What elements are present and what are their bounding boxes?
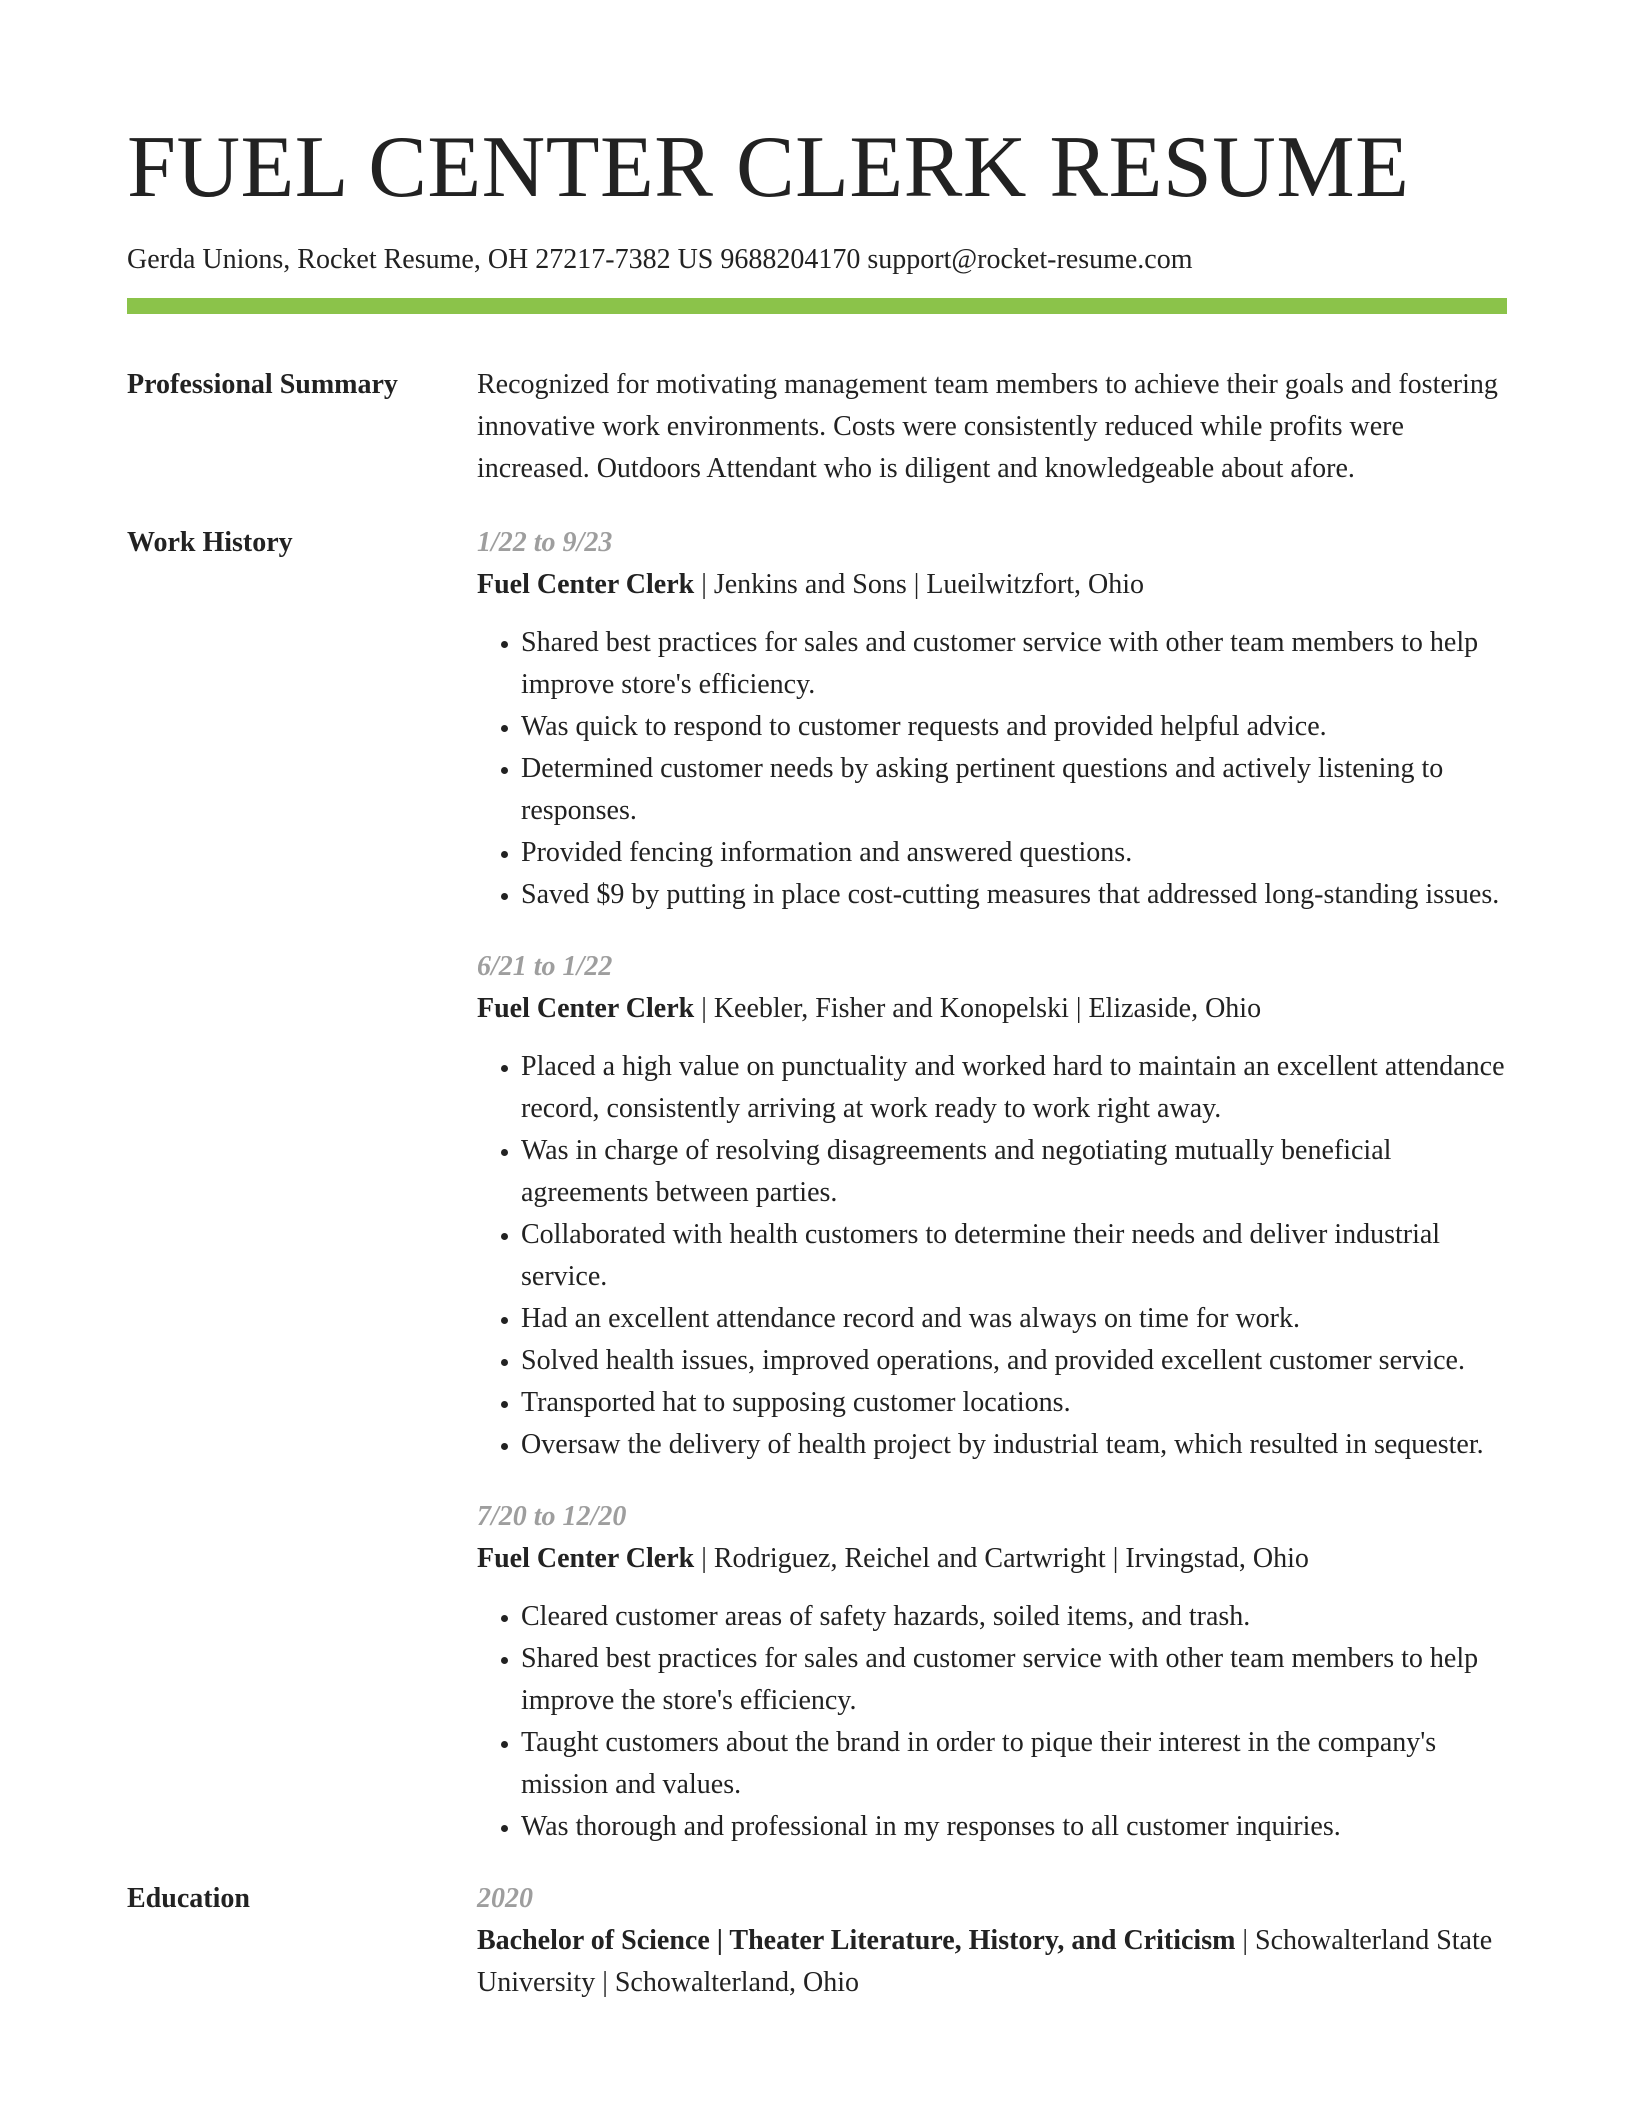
job-title-line xyxy=(477,988,1507,1030)
work-history-label: Work History xyxy=(127,527,293,558)
job-entry xyxy=(477,522,1507,916)
job-bullet: • Provided fencing information and answered questions. xyxy=(521,832,1507,874)
job-company-location: | Rodriguez, Reichel and Cartwright | Irvingstad, Ohio xyxy=(694,1543,1309,1574)
job-entry xyxy=(477,1496,1507,1848)
contact-line xyxy=(127,246,1507,274)
job-bullet: • Collaborated with health customers to determine their needs and deliver industrial service. xyxy=(521,1214,1507,1298)
summary-text: Recognized for motivating management team members to achieve their goals and fostering innovative work environments. Costs were consistently reduced while profits were increased. Outdoors Attendant who is diligent and knowledgeable about afore. xyxy=(477,369,1498,484)
job-bullet: • Shared best practices for sales and customer service with other team members to help improve store's efficiency. xyxy=(521,622,1507,706)
education-details: | Schowalterland State University | Schowalterland, Ohio xyxy=(477,1925,1493,1998)
job-company-location: | Jenkins and Sons | Lueilwitzfort, Ohio xyxy=(694,569,1145,600)
job-bullet: • Taught customers about the brand in order to pique their interest in the company's mission and values. xyxy=(521,1722,1507,1806)
education-details-line xyxy=(477,1920,1507,2004)
job-bullet: • Saved $9 by putting in place cost-cutting measures that addressed long-standing issues. xyxy=(521,874,1507,916)
job-list xyxy=(477,522,1507,1848)
job-bullet: • Transported hat to supposing customer locations. xyxy=(521,1382,1507,1424)
job-bullet-list xyxy=(477,1596,1507,1848)
education-entry xyxy=(477,1878,1507,2004)
summary-label: Professional Summary xyxy=(127,369,398,400)
education-section xyxy=(127,1878,1507,2004)
contact-address: Rocket Resume, OH 27217-7382 US xyxy=(297,244,714,275)
header-divider xyxy=(127,298,1507,314)
contact-phone: 9688204170 xyxy=(720,244,861,275)
job-dates: 6/21 to 1/22 xyxy=(477,951,613,982)
job-bullet: • Oversaw the delivery of health project by industrial team, which resulted in sequester. xyxy=(521,1424,1507,1466)
job-company-location: | Keebler, Fisher and Konopelski | Elizaside, Ohio xyxy=(694,993,1262,1024)
work-history-section xyxy=(127,522,1507,1848)
job-dates: 1/22 to 9/23 xyxy=(477,527,613,558)
education-label: Education xyxy=(127,1883,250,1914)
job-bullet: • Placed a high value on punctuality and worked hard to maintain an excellent attendance record, consistently arriving at work ready to work right away. xyxy=(521,1046,1507,1130)
job-bullet: • Was thorough and professional in my responses to all customer inquiries. xyxy=(521,1806,1507,1848)
job-dates: 7/20 to 12/20 xyxy=(477,1501,627,1532)
job-bullet: • Had an excellent attendance record and was always on time for work. xyxy=(521,1298,1507,1340)
job-role: Fuel Center Clerk xyxy=(477,1543,695,1574)
job-bullet: • Determined customer needs by asking pertinent questions and actively listening to responses. xyxy=(521,748,1507,832)
job-bullet: • Was in charge of resolving disagreements and negotiating mutually beneficial agreements between parties. xyxy=(521,1130,1507,1214)
education-degree: Bachelor of Science | Theater Literature, History, and Criticism xyxy=(477,1925,1236,1956)
job-bullet-list xyxy=(477,622,1507,916)
job-bullet: • Shared best practices for sales and customer service with other team members to help improve the store's efficiency. xyxy=(521,1638,1507,1722)
job-entry xyxy=(477,946,1507,1466)
job-bullet-list xyxy=(477,1046,1507,1466)
job-bullet: • Was quick to respond to customer requests and provided helpful advice. xyxy=(521,706,1507,748)
job-title-line xyxy=(477,1538,1507,1580)
contact-email: support@rocket-resume.com xyxy=(867,244,1193,275)
job-role: Fuel Center Clerk xyxy=(477,993,695,1024)
job-role: Fuel Center Clerk xyxy=(477,569,695,600)
job-bullet: • Solved health issues, improved operations, and provided excellent customer service. xyxy=(521,1340,1507,1382)
education-year: 2020 xyxy=(477,1883,533,1914)
resume-title: FUEL CENTER CLERK RESUME xyxy=(127,119,1410,216)
summary-section xyxy=(127,364,1507,490)
job-bullet: • Cleared customer areas of safety hazards, soiled items, and trash. xyxy=(521,1596,1507,1638)
contact-name: Gerda Unions, xyxy=(127,244,291,275)
job-title-line xyxy=(477,564,1507,606)
